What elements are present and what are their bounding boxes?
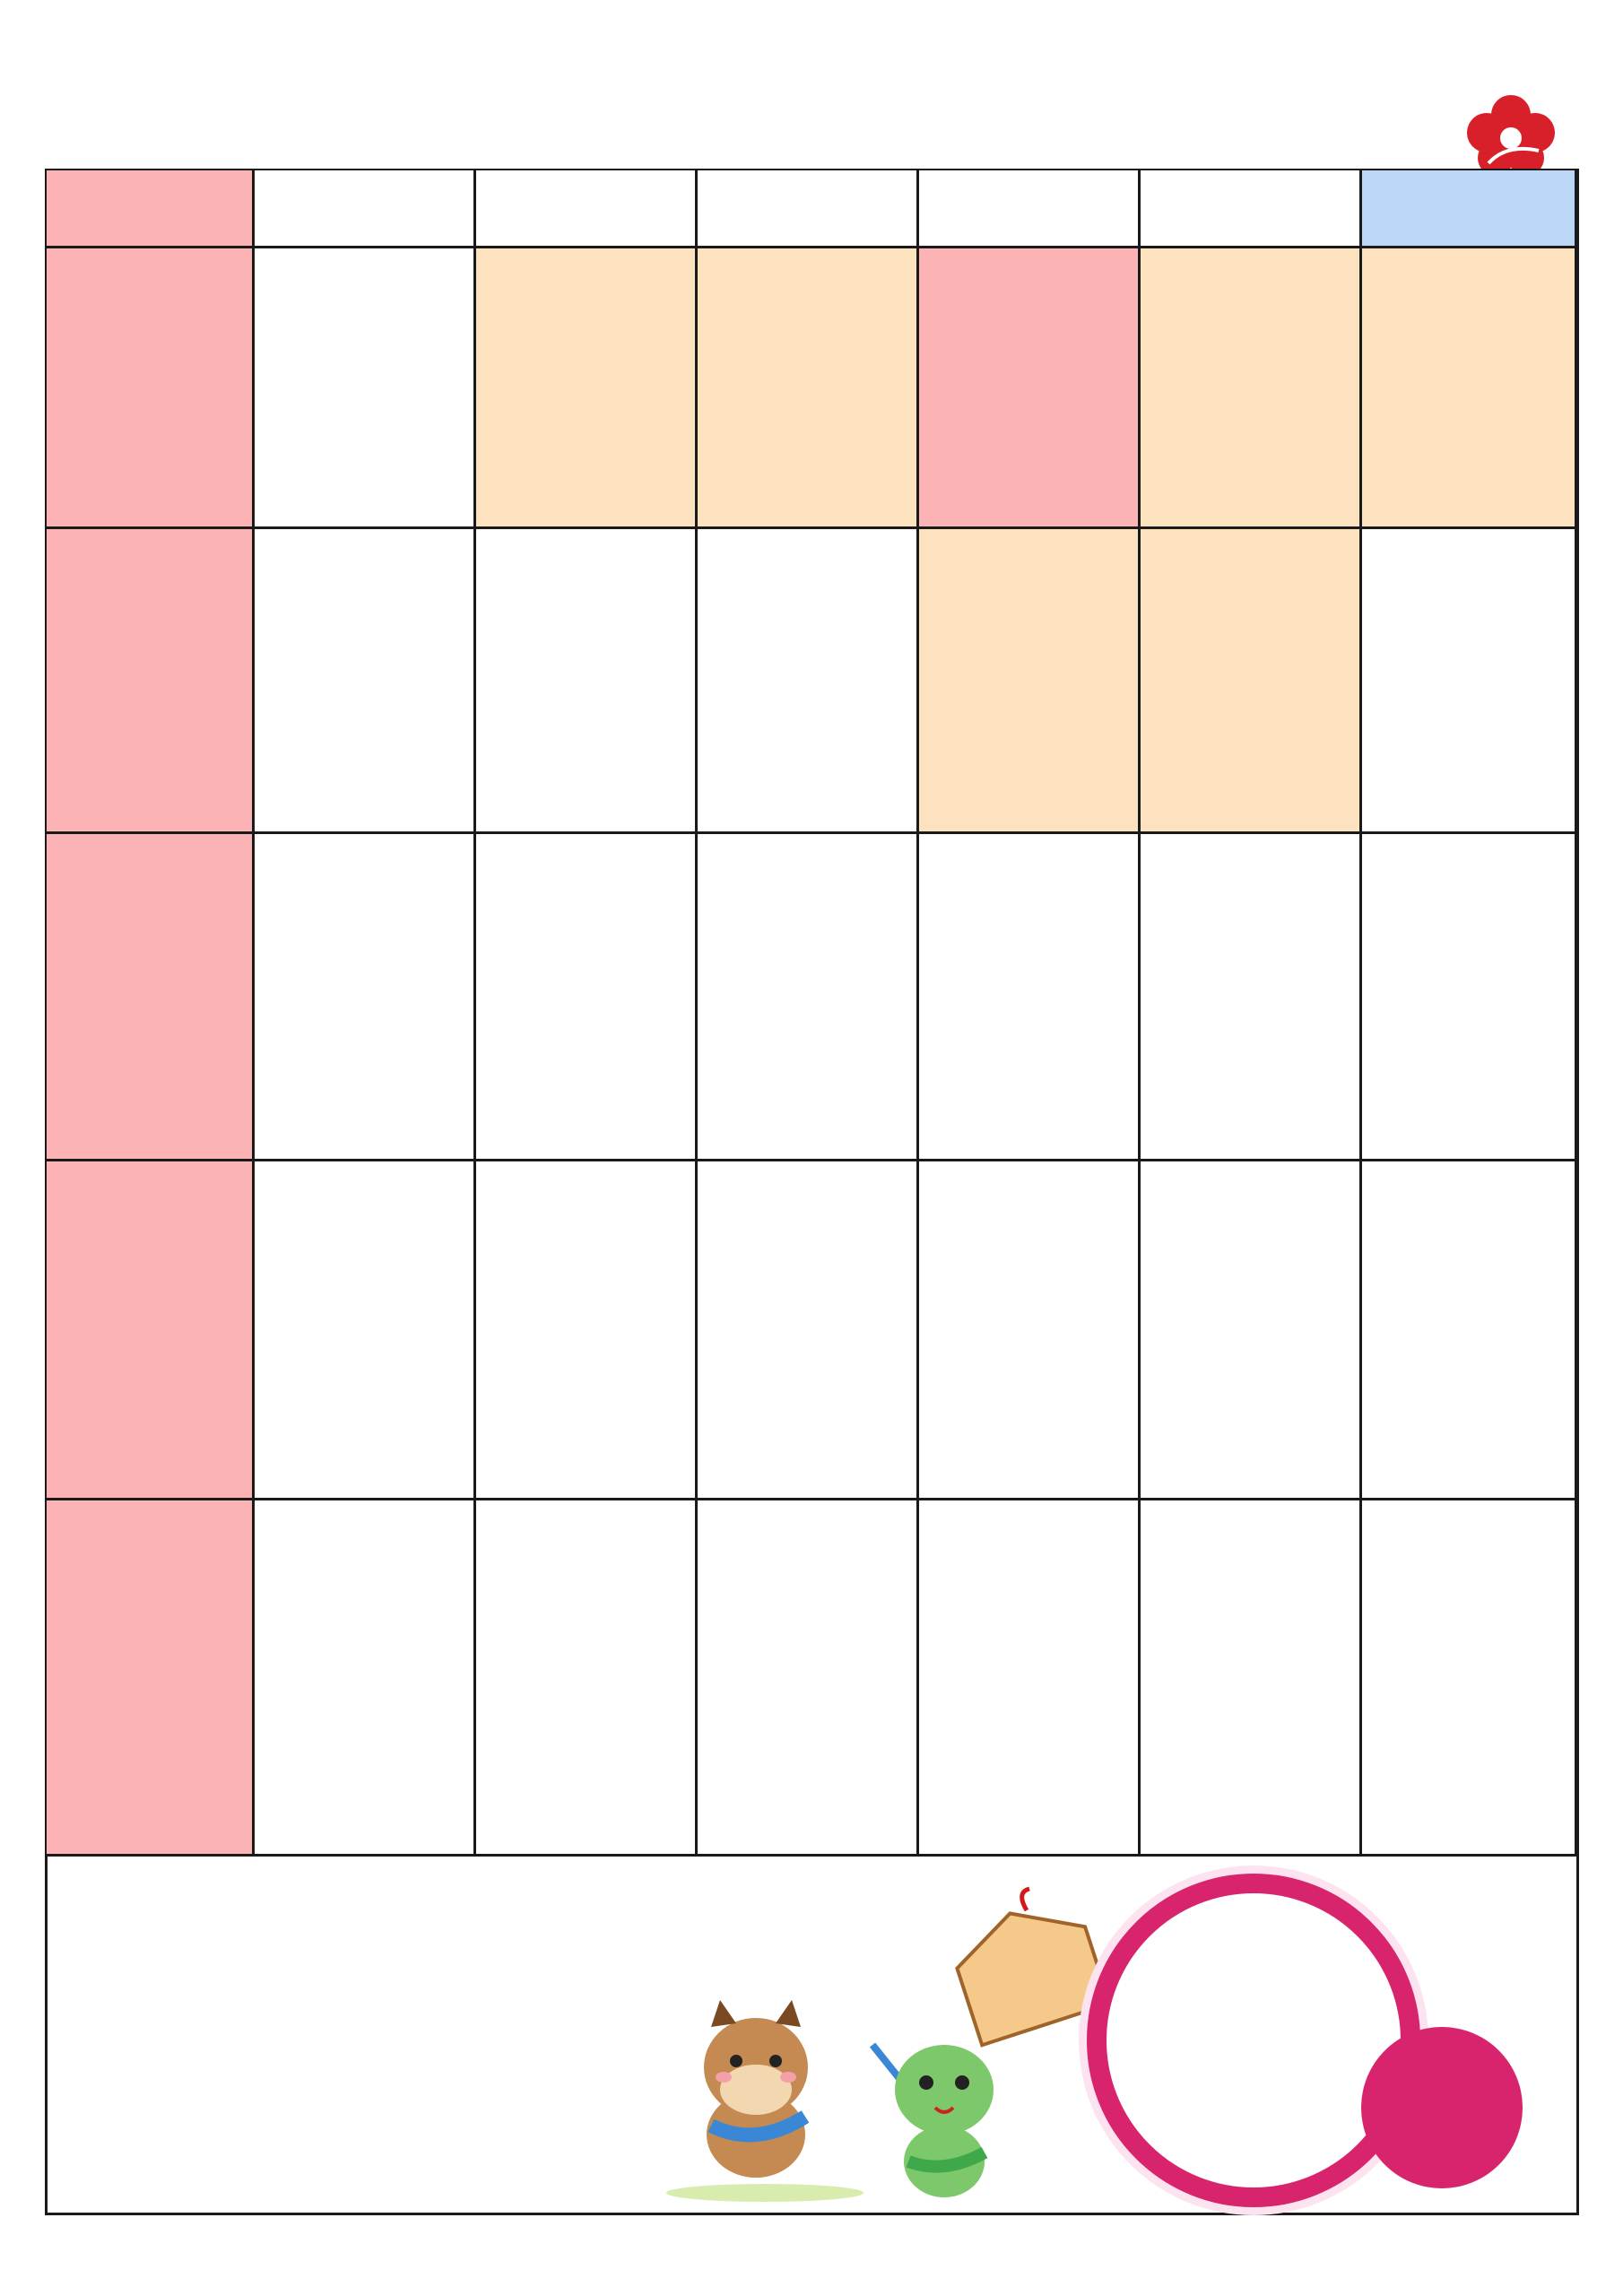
day-cell <box>1362 834 1577 1161</box>
day-cell <box>919 834 1141 1161</box>
day-cell <box>255 1161 476 1500</box>
weekday-header <box>698 170 919 248</box>
january-badge-icon <box>1074 1839 1576 2215</box>
day-cell <box>47 529 255 834</box>
weekday-header <box>919 170 1141 248</box>
day-cell <box>255 529 476 834</box>
day-cell <box>255 834 476 1161</box>
day-cell <box>476 1161 698 1500</box>
day-cell <box>255 1500 476 1857</box>
day-cell <box>1362 248 1577 529</box>
weekday-header <box>255 170 476 248</box>
day-cell <box>476 529 698 834</box>
day-cell <box>1362 1161 1577 1500</box>
weekday-header <box>1362 170 1577 248</box>
snake-mascot-icon <box>855 2027 1034 2206</box>
day-cell <box>47 1161 255 1500</box>
day-cell <box>919 529 1141 834</box>
day-cell <box>1141 248 1362 529</box>
day-cell <box>255 248 476 529</box>
day-cell <box>698 248 919 529</box>
weekday-header <box>476 170 698 248</box>
weekday-header <box>1141 170 1362 248</box>
day-cell <box>698 529 919 834</box>
day-cell <box>476 1500 698 1857</box>
day-cell <box>698 1161 919 1500</box>
footer-notes <box>45 1857 1579 2215</box>
day-cell <box>47 834 255 1161</box>
plum-blossom-icon <box>1453 88 1569 178</box>
day-cell <box>47 248 255 529</box>
day-cell <box>1362 529 1577 834</box>
weekday-header <box>47 170 255 248</box>
day-cell <box>1141 1161 1362 1500</box>
day-cell <box>1362 1500 1577 1857</box>
day-cell <box>919 1161 1141 1500</box>
day-cell <box>47 1500 255 1857</box>
day-cell <box>698 834 919 1161</box>
day-cell <box>476 834 698 1161</box>
day-cell <box>1141 1500 1362 1857</box>
day-cell <box>476 248 698 529</box>
day-cell <box>1141 529 1362 834</box>
day-cell <box>1141 834 1362 1161</box>
day-cell <box>698 1500 919 1857</box>
day-cell <box>919 248 1141 529</box>
day-cell <box>919 1500 1141 1857</box>
horse-mascot-icon <box>657 1991 872 2206</box>
